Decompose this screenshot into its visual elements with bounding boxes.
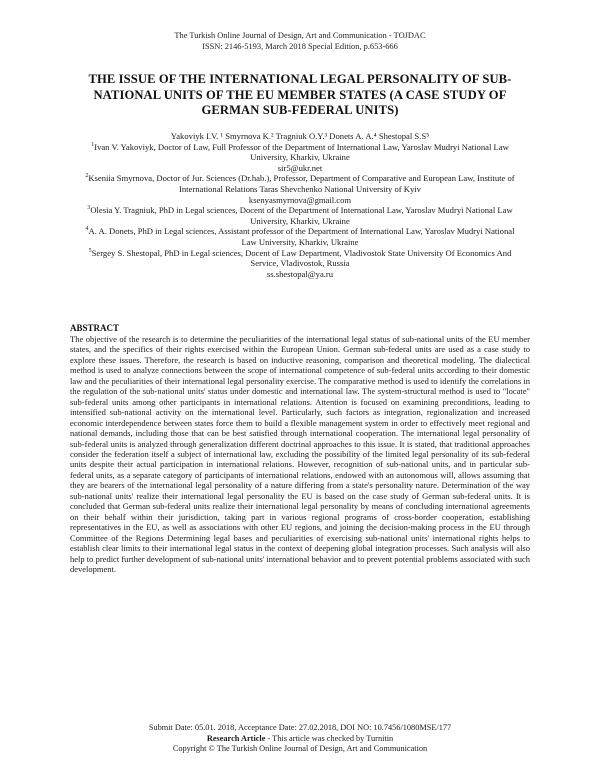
journal-issue: ISSN: 2146-5193, March 2018 Special Edition, p.653-666	[202, 42, 398, 51]
article-footer	[0, 723, 600, 755]
abstract-heading: ABSTRACT	[70, 323, 120, 333]
abstract-text: The objective of the research is to determine the peculiarities of the international legal status of sub-national units of the EU member states, and the specifics of their rights exercised within the European Union. German sub-federal units are used as a case study to explore these issues. Therefore, the research is based on inductive reasoning, comparison and theoretical modeling. The dialectical method is used to analyze connections between the scope of international competence of sub-federal units according to their domestic law and the peculiarities of their international legal personality exercise. The comparative method is used to identify the correlations in the regulation of the sub-national units' status under domestic and international law. The system-structural method is used to "locate" sub-federal units among other participants in international relations. Attention is focused on examining preconditions, leading to intensified sub-national activity on the international level. Particularly, such factors as integration, regionalization and increased economic interdependence between states force them to build a flexible management system in order to effectively meet regional and national demands, including those that can be best satisfied through international cooperation. The international legal personality of sub-federal units is analyzed through generalization different doctrinal approaches to this issue. It is stated, that traditional approaches consider the federation itself a subject of international law, excluding the possibility of the limited legal personality of its sub-federal units despite their actual participation in international relations. However, recognition of sub-national units, and in particular sub-federal units, as a separate category of participants of international relations, endowed with an autonomous will, allows assuming that they are bearers of the international legal personality of a nature differing from a state's personality nature. Determination of the way sub-national units' realize their international legal personality the EU is based on the case study of German sub-federal units. It is concluded that German sub-federal units realize their international legal personality by means of concluding international agreements on their behalf within their jurisdiction, taking part in various regional programs of cross-border cooperation, establishing representatives in the EU, as well as associations with other EU regions, and joining the decision-making process in the EU through Committee of the Regions Determining legal bases and peculiarities of exercising sub-national units' international rights helps to establish clear limits to their international legal status in the context of deepening global integration processes. Such analysis will also help to predict further development of sub-national units' international behavior and to prevent potential problems associated with such development.	[70, 334, 530, 574]
author-email[interactable]: sir5@ukr.net	[277, 162, 323, 173]
turnitin-note: - This article was checked by Turnitin	[265, 733, 394, 743]
journal-name: The Turkish Online Journal of Design, Art and Communication - TOJDAC	[174, 31, 426, 40]
affiliation-4: $^4$A. A. Donets, PhD in Legal sciences, Assistant professor of the Department of International Law, Yaroslav Mudryi National Law University, Kharkiv, Ukraine	[85, 226, 515, 247]
research-article-label: Research Article	[206, 733, 266, 743]
affiliation-1: $^1$Ivan V. Yakoviyk, Doctor of Law, Full Professor of the Department of International Law, Yaroslav Mudryi National Law University, Kharkiv, Ukraine sir5@ukr.net	[78, 142, 522, 174]
journal-header	[0, 30, 600, 52]
paper-title: THE ISSUE OF THE INTERNATIONAL LEGAL PERSONALITY OF SUB-NATIONAL UNITS OF THE EU MEMBER STATES (A CASE STUDY OF GERMAN SUB-FEDERAL UNITS)	[88, 72, 512, 117]
author-email[interactable]: ksenyasmyrnova@gmail.com	[248, 194, 352, 205]
affiliation-3: $^3$Olesia Y. Tragniuk, PhD in Legal sciences, Docent of the Department of International Law, Yaroslav Mudryi National Law University, Kharkiv, Ukraine	[87, 205, 513, 226]
affiliation-5: $^5$Sergey S. Shestopal, PhD in Legal sciences, Docent of Law Department, Vladivostok State University Of Economics And Service, Vladivostok, Russia ss.shestopal@ya.ru	[78, 248, 522, 280]
affiliation-2: $^2$Kseniia Smyrnova, Doctor of Jur. Sciences (Dr.hab.), Professor, Department of Comparative and European Law, Institute of International Relations Taras Shevchenko National University of Kyiv ksenyasmyrnova@gmail.com	[78, 173, 522, 205]
copyright-line: Copyright © The Turkish Online Journal of Design, Art and Communication	[172, 744, 428, 754]
authors-block	[78, 131, 522, 279]
submission-dates: Submit Date: 05.01. 2018, Acceptance Date: 27.02.2018, DOI NO: 10.7456/1080MSE/177	[148, 723, 452, 732]
research-article-line	[0, 734, 600, 745]
authors-line: Yakoviyk I.V. ¹ Smyrnova K.² Tragniuk O.Y.³ Donets A. A.⁴ Shestopal S.S⁵	[170, 131, 430, 141]
author-email[interactable]: ss.shestopal@ya.ru	[266, 268, 334, 279]
